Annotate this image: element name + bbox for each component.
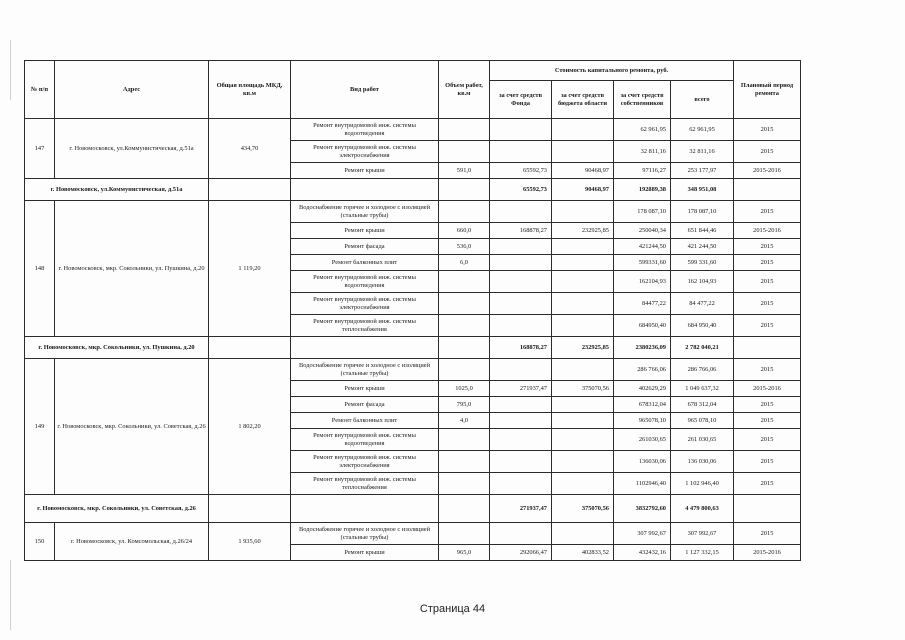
row-number: 149 [25,359,55,495]
row-budget [552,413,614,429]
total-budget: 232925,85 [552,337,614,359]
row-work: Ремонт внутридомовой инж. системы водоотведения [291,271,439,293]
row-work: Ремонт внутридомовой инж. системы водоотведения [291,429,439,451]
row-own: 62 961,95 [614,119,671,141]
row-fund [490,429,552,451]
row-fund [490,523,552,545]
row-total: 286 766,06 [671,359,734,381]
row-budget [552,315,614,337]
row-own: 684950,40 [614,315,671,337]
row-total: 678 312,04 [671,397,734,413]
row-fund: 65592,73 [490,163,552,179]
row-period: 2015 [734,413,801,429]
row-total: 421 244,50 [671,239,734,255]
table-row [25,201,801,223]
row-work: Ремонт крыши [291,545,439,561]
row-work: Ремонт внутридомовой инж. системы электроснабжения [291,451,439,473]
row-own: 250040,34 [614,223,671,239]
row-total: 1 049 637,32 [671,381,734,397]
table-row [25,119,801,141]
row-period: 2015 [734,239,801,255]
table-body [25,119,801,561]
total-row [25,179,801,201]
row-work: Ремонт внутридомовой инж. системы электроснабжения [291,293,439,315]
table-row [25,523,801,545]
row-volume: 660,0 [439,223,490,239]
row-work: Ремонт крыши [291,381,439,397]
row-period: 2015 [734,141,801,163]
header-address: Адрес [55,61,209,119]
row-fund [490,239,552,255]
row-total: 253 177,97 [671,163,734,179]
total-address: г. Новомосковск, мкр. Сокольники, ул. Советская, д.26 [25,495,209,523]
row-total: 965 078,10 [671,413,734,429]
row-own: 432432,16 [614,545,671,561]
row-fund [490,315,552,337]
total-own: 2380236,09 [614,337,671,359]
row-budget [552,397,614,413]
row-period: 2015 [734,429,801,451]
row-own: 286 766,06 [614,359,671,381]
row-fund [490,119,552,141]
row-period: 2015 [734,315,801,337]
row-total: 162 104,93 [671,271,734,293]
row-period: 2015 [734,271,801,293]
row-fund [490,255,552,271]
row-budget [552,359,614,381]
total-address: г. Новомосковск, ул.Коммунистическая, д.51а [25,179,209,201]
row-period: 2015-2016 [734,545,801,561]
row-volume [439,359,490,381]
row-budget [552,429,614,451]
header-total: всего [671,81,734,119]
row-own: 599331,60 [614,255,671,271]
header-own: за счет средств собственников [614,81,671,119]
row-work: Ремонт внутридомовой инж. системы теплоснабжения [291,473,439,495]
row-total: 651 844,46 [671,223,734,239]
total-own: 192889,38 [614,179,671,201]
row-fund [490,451,552,473]
row-number: 150 [25,523,55,561]
row-volume: 591,0 [439,163,490,179]
row-own: 1102946,40 [614,473,671,495]
row-own: 678312,04 [614,397,671,413]
row-fund [490,141,552,163]
total-sum: 4 479 800,63 [671,495,734,523]
row-area: 1 119,20 [209,201,291,337]
total-sum: 348 951,08 [671,179,734,201]
row-work: Ремонт фасада [291,397,439,413]
row-budget: 402833,52 [552,545,614,561]
row-fund [490,271,552,293]
row-total: 599 331,60 [671,255,734,271]
row-volume [439,271,490,293]
header-period: Плановый период ремонта [734,61,801,119]
row-total: 261 030,65 [671,429,734,451]
row-address: г. Новомосковск, ул.Коммунистическая, д.51а [55,119,209,179]
row-period: 2015 [734,397,801,413]
row-work: Водоснабжение горячее и холодное с изоляцией (стальные трубы) [291,201,439,223]
row-volume: 965,0 [439,545,490,561]
row-budget [552,239,614,255]
header-fund: за счет средств Фонда [490,81,552,119]
row-budget [552,293,614,315]
row-own: 97116,27 [614,163,671,179]
row-period: 2015-2016 [734,381,801,397]
row-volume [439,201,490,223]
row-total: 307 992,67 [671,523,734,545]
row-period: 2015 [734,359,801,381]
row-work: Ремонт крыши [291,223,439,239]
scan-edge-mark [10,40,11,100]
row-number: 147 [25,119,55,179]
row-work: Ремонт балконных плит [291,413,439,429]
row-budget: 375070,56 [552,381,614,397]
row-fund [490,293,552,315]
row-budget: 232925,85 [552,223,614,239]
header-area: Общая площадь МКД, кв.м [209,61,291,119]
row-work: Водоснабжение горячее и холодное с изоляцией (стальные трубы) [291,359,439,381]
row-volume: 1025,0 [439,381,490,397]
total-fund: 65592,73 [490,179,552,201]
row-volume: 4,0 [439,413,490,429]
row-own: 162104,93 [614,271,671,293]
total-budget: 90468,97 [552,179,614,201]
row-volume [439,315,490,337]
row-work: Ремонт крыши [291,163,439,179]
table-header [25,61,801,119]
row-volume [439,141,490,163]
row-volume: 536,0 [439,239,490,255]
row-period: 2015 [734,255,801,271]
row-own: 32 811,16 [614,141,671,163]
row-volume [439,119,490,141]
row-work: Ремонт балконных плит [291,255,439,271]
row-budget [552,451,614,473]
row-budget [552,201,614,223]
row-address: г. Новомосковск, мкр. Сокольники, ул. Пушкина, д.20 [55,201,209,337]
row-total: 1 127 332,15 [671,545,734,561]
row-own: 421244,50 [614,239,671,255]
header-number: № п/п [25,61,55,119]
row-budget [552,119,614,141]
row-work: Ремонт фасада [291,239,439,255]
total-fund: 168878,27 [490,337,552,359]
row-total: 136 030,06 [671,451,734,473]
row-fund [490,473,552,495]
row-number: 148 [25,201,55,337]
row-fund [490,201,552,223]
scan-edge-mark [10,560,11,630]
table-row [25,359,801,381]
row-period: 2015-2016 [734,163,801,179]
row-own: 402629,29 [614,381,671,397]
row-budget: 90468,97 [552,163,614,179]
row-own: 261030,65 [614,429,671,451]
page-number: Страница 44 [419,603,486,615]
row-fund [490,359,552,381]
row-volume: 795,0 [439,397,490,413]
row-budget [552,523,614,545]
row-area: 1 935,60 [209,523,291,561]
row-period: 2015 [734,473,801,495]
row-address: г. Новомосковск, ул. Комсомольская, д.26/24 [55,523,209,561]
row-fund [490,413,552,429]
row-own: 178 087,10 [614,201,671,223]
row-budget [552,141,614,163]
row-fund: 292066,47 [490,545,552,561]
row-period: 2015 [734,451,801,473]
row-total: 1 102 946,40 [671,473,734,495]
row-budget [552,255,614,271]
row-own: 965078,10 [614,413,671,429]
row-fund: 168878,27 [490,223,552,239]
row-period: 2015 [734,293,801,315]
row-work: Ремонт внутридомовой инж. системы теплоснабжения [291,315,439,337]
row-budget [552,473,614,495]
capital-repair-table [24,60,801,561]
row-total: 178 087,10 [671,201,734,223]
row-period: 2015 [734,523,801,545]
row-volume [439,429,490,451]
row-own: 307 992,67 [614,523,671,545]
row-own: 136030,06 [614,451,671,473]
row-period: 2015 [734,201,801,223]
row-total: 32 811,16 [671,141,734,163]
row-total: 684 950,40 [671,315,734,337]
total-row [25,495,801,523]
header-work-type: Вид работ [291,61,439,119]
row-volume [439,473,490,495]
row-total: 62 961,95 [671,119,734,141]
row-area: 434,70 [209,119,291,179]
row-period: 2015-2016 [734,223,801,239]
row-fund: 271937,47 [490,381,552,397]
row-area: 1 802,20 [209,359,291,495]
total-row [25,337,801,359]
total-budget: 375070,56 [552,495,614,523]
row-work: Ремонт внутридомовой инж. системы электроснабжения [291,141,439,163]
row-own: 84477,22 [614,293,671,315]
row-budget [552,271,614,293]
header-volume: Объем работ, кв.м [439,61,490,119]
total-sum: 2 782 040,21 [671,337,734,359]
row-total: 84 477,22 [671,293,734,315]
row-work: Водоснабжение горячее и холодное с изоляцией (стальные трубы) [291,523,439,545]
row-volume [439,523,490,545]
row-volume: 6,0 [439,255,490,271]
row-address: г. Новомосковск, мкр. Сокольники, ул. Советская, д.26 [55,359,209,495]
row-period: 2015 [734,119,801,141]
row-work: Ремонт внутридомовой инж. системы водоотведения [291,119,439,141]
total-own: 3832792,60 [614,495,671,523]
total-fund: 271937,47 [490,495,552,523]
total-address: г. Новомосковск, мкр. Сокольники, ул. Пушкина, д.20 [25,337,209,359]
header-cost-group: Стоимость капитального ремонта, руб. [490,61,734,81]
header-budget: за счет средств бюджета области [552,81,614,119]
row-volume [439,293,490,315]
row-volume [439,451,490,473]
row-fund [490,397,552,413]
